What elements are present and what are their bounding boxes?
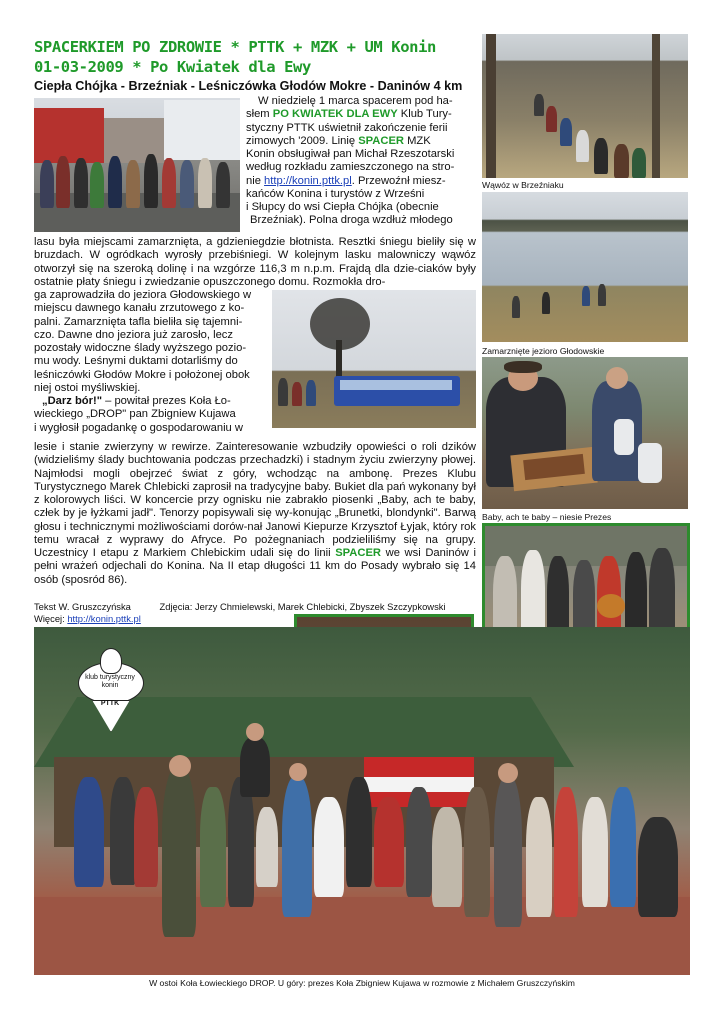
credit-photo-authors: Zdjęcia: Jerzy Chmielewski, Marek Chlebicki, Zbyszek Szczypkowski (159, 601, 446, 612)
paragraph-lake: ga zaprowadziła do jeziora Głodowskiego w miejscu dawnego kanału zrzutowego z ko- palni. Zamarznięta tafla bieliła się tajemni- czo. Dawne dno jeziora już zarosło, lecz pozostały widoczne ślady wyższego pozio- mu wody. Leśnymi duktami dotarliśmy do leśniczówki Głodów Mokre i położonej obok niej ostoi myśliwskiej. „Darz bór!" – powitał prezes Koła Ło- wieckiego „DROP" pan Zbigniew Kujawa i wygłosił pogadankę o gospodarowaniu w (34, 289, 252, 434)
title-line-1: SPACERKIEM PO ZDROWIE * PTTK + MZK + UM Konin (34, 38, 436, 56)
link-pttk-konin[interactable]: http://konin.pttk.pl (264, 174, 352, 187)
photo-cakes (482, 357, 688, 509)
pttk-logo (78, 648, 142, 732)
article-title (34, 37, 474, 77)
photo-frozen-lake (482, 192, 688, 342)
title-line-2: 01-03-2009 * Po Kwiatek dla Ewy (34, 58, 311, 76)
paragraph-walk: lasu była miejscami zamarznięta, a gdzieniegdzie błotnista. Resztki śniegu bieliły się w bruzdach. W ogródkach wyrosły przebiśniegi. W kolejnym lasku malowniczy wąwóz otworzył się na szeroką dolinę i na wzgórze 116,3 m n.p.m. Frajdą dla dzie-ciaków były ostatnie płaty śniegu i zwiedzanie opuszczonego domu. Rozmokła dro- (34, 236, 476, 288)
caption-cakes: Baby, ach te baby – niesie Prezes (482, 512, 612, 522)
photo-bus-tree (272, 290, 476, 428)
article-subtitle: Ciepła Chójka - Brzeźniak - Leśniczówka Głodów Mokre - Daninów 4 km (34, 79, 463, 93)
credits (34, 601, 474, 612)
logo-pttk: PTTK (100, 700, 120, 707)
credit-text-author: Tekst W. Gruszczyńska (34, 601, 131, 612)
photo-group-start (34, 98, 240, 232)
caption-bottom: W ostoi Koła Łowieckiego DROP. U góry: prezes Koła Zbigniew Kujawa w rozmowie z Michałem Gruszczyńskim (149, 978, 575, 988)
paragraph-hunting-lodge: lesie i stanie zwierzyny w rewirze. Zainteresowanie wzbudziły opowieści o roli dzików (widzieliśmy ślady buchtowania podczas przechadzki) i stadnym życiu zwierzyny płowej. Najmłodsi mogli obejrzeć świat z góry, wchodząc na ambonę. Prezes Klubu Turystycznego Marek Chlebicki zaprosił na tradycyjne baby. Bukiet dla pań wykonany był z kolorowych liści. W koncercie przy ognisku nie zabrakło piosenki „Baby, ach te baby, człek by je łyżkami jadł". Tenorzy popisywali się wy-konując „Brunetki, blondynki". Barwą głosu i technicznymi możliwościami dorów-nał Janowi Kiepurze Krzysztof Łyjak, który rok temu wracał z wyprawy do Afryce. Po pożegnaniach podzieliliśmy się na grupy. Uczestnicy I etapu z Markiem Chlebickim udali się do linii SPACER we wsi Daninów i pełni wrażeń odjechali do Konina. Na II etap długości 11 km do Posady wybrało się 14 osób (sposród 86). (34, 441, 476, 586)
greeting-darz-bor: „Darz bór!" (42, 395, 103, 407)
logo-text: klub turystyczny konin (85, 674, 135, 689)
caption-ravine: Wąwóz w Brzeźniaku (482, 180, 564, 190)
highlight-line-spacer: SPACER (358, 134, 404, 147)
paragraph-intro: W niedzielę 1 marca spacerem pod ha- słem PO KWIATEK DLA EWY Klub Tury- styczny PTTK uświetnił zakończenie ferii zimowych '2009. Linię SPACER MZK Konin obsługiwał pan Michał Rzeszotarski według rozkładu zamieszczonego na stro- nie http://konin.pttk.pl. Przewoźnł miesz- kańców Konina i turystów z Wrześni i Słupcy do wsi Ciepła Chójka (obecnie Brzeźniak). Polna droga wzdłuż młodego (246, 95, 455, 227)
highlight-event-name: PO KWIATEK DLA EWY (272, 108, 398, 121)
photo-ravine (482, 34, 688, 178)
link-more-pttk[interactable]: http://konin.pttk.pl (67, 613, 141, 624)
caption-lake: Zamarznięte jezioro Głodowskie (482, 346, 605, 356)
more-info: Więcej: http://konin.pttk.pl (34, 613, 141, 624)
highlight-line-spacer-2: SPACER (335, 547, 381, 559)
